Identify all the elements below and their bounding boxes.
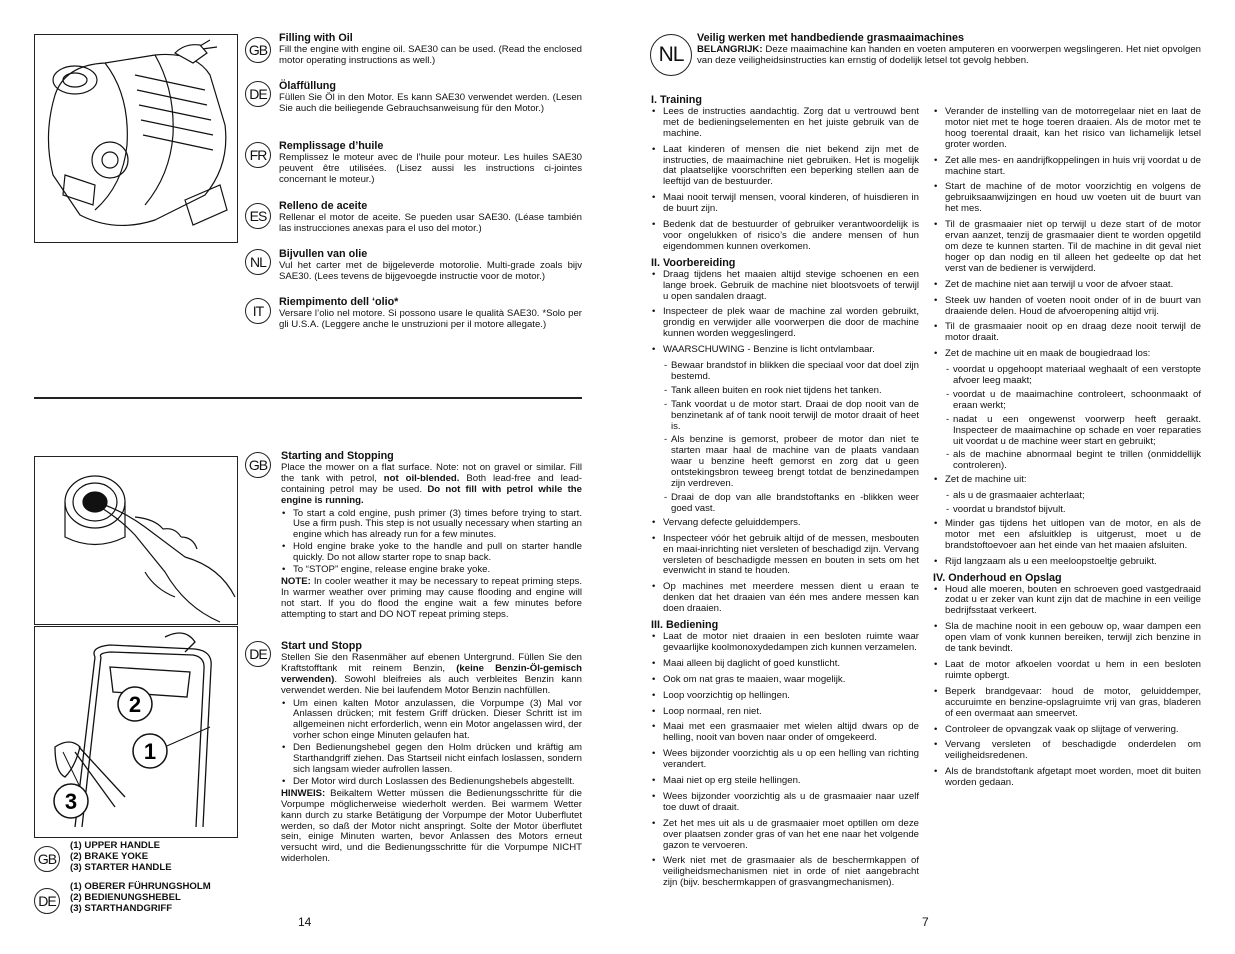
safety-column-left xyxy=(651,91,919,894)
section-title: Riempimento dell ‘olio* xyxy=(279,296,399,308)
sub-list-item: - Bewaar brandstof in blikken die speciaal voor dat doel zijn bestemd. xyxy=(651,361,919,383)
sub-list-item: - voordat u de maaimachine controleert, schoonmaakt of eraan werkt; xyxy=(933,390,1201,412)
warning-label: BELANGRIJK: xyxy=(697,43,763,55)
list-item: • Zet de machine uit: xyxy=(933,475,1201,486)
sub-list-item: - voordat u brandstof bijvult. xyxy=(933,505,1201,516)
page-number-left: 14 xyxy=(298,915,312,929)
list-item: • Maai alleen bij daglicht of goed kunstlicht. xyxy=(651,659,919,670)
list-item: • Vervang versleten of beschadigde onderdelen om veiligheidsredenen. xyxy=(933,740,1201,762)
instruction-list xyxy=(281,699,582,788)
rule-list xyxy=(933,585,1201,790)
list-item: • Den Bedienungshebel gegen den Holm drücken und kräftig am Starthandgriff ziehen. Das Startseil nicht einfach loslassen, sondern sich langsam wieder aufrollen lassen. xyxy=(281,743,582,776)
section-text: Fill the engine with engine oil. SAE30 can be used. (Read the enclosed motor operating instructions as well.) xyxy=(279,43,582,66)
list-item: • Loop normaal, ren niet. xyxy=(651,707,919,718)
list-item: • Til de grasmaaier niet op terwijl u deze start of de motor ervan aanzet, tenzij de grasmaaier dient te worden opgetild om deze te kunnen starten. Til de machine in dit geval niet hoger op dan nodig en til alleen het gedeelte op dat het verst van de bediener is verwijderd. xyxy=(933,220,1201,275)
oil-section-gb xyxy=(279,33,582,69)
section-title: Starting and Stopping xyxy=(281,450,394,462)
sub-list-item: - als u de grasmaaier achterlaat; xyxy=(933,491,1201,502)
lang-badge-de: DE xyxy=(245,81,271,107)
section-text: Remplissez le moteur avec de l’huile pour moteur. Les huiles SAE30 peuvent être utilisées. (Lisez aussi les instructions ci-jointes concernant le moteur.) xyxy=(279,151,582,185)
list-item: • Maai niet op erg steile hellingen. xyxy=(651,776,919,787)
sub-list-item: - nadat u een ongewenst voorwerp heeft geraakt. Inspecteer de maaimachine op schade en voer reparaties uit voordat u de machine weer start en gebruikt; xyxy=(933,415,1201,448)
legend-item: (3) STARTHANDGRIFF xyxy=(70,902,173,914)
start-section-de xyxy=(281,641,582,867)
list-item: • Um einen kalten Motor anzulassen, die Vorpumpe (3) Mal vor Anlassen drücken; mit festem Griff drücken. Dieser Schritt ist im allgemeinen nicht erforderlich, wenn ein Motor angelassen wird, der vorher schon einge Minuten gelaufen hat. xyxy=(281,699,582,743)
section-title: Ölaffüllung xyxy=(279,80,336,92)
section-title: Filling with Oil xyxy=(279,32,353,44)
list-item: • To “STOP” engine, release engine brake yoke. xyxy=(281,565,582,576)
sub-list-item: - voordat u opgehoopt materiaal weghaalt of een verstopte afvoer leeg maakt; xyxy=(933,365,1201,387)
list-item: • Werk niet met de grasmaaier als de beschermkappen of veiligheidsmechanismen niet in orde of niet aangebracht zijn (bijv. beschermkappen of grasvangmechanismen). xyxy=(651,856,919,889)
warning-text: Deze maaimachine kan handen en voeten amputeren en voorwerpen wegslingeren. Het niet opvolgen van deze veiligheidsinstructies kan ernstig of dodelijk letsel tot gevolg hebben. xyxy=(697,43,1201,66)
engine-oil-figure xyxy=(34,34,238,243)
section-divider xyxy=(34,397,582,399)
intro-bold: not oil-blended. xyxy=(376,472,460,484)
oil-section-nl xyxy=(279,249,582,285)
sub-list-item: - Draai de dop van alle brandstoftanks en -blikken weer goed vast. xyxy=(651,493,919,515)
callout-3-label: 3 xyxy=(64,789,78,814)
section-title: Remplissage d’huile xyxy=(279,140,384,152)
list-item: • Der Motor wird durch Loslassen des Bedienungshebels abgestellt. xyxy=(281,777,582,788)
callout-2-label: 2 xyxy=(128,692,142,717)
list-item: • Zet de machine uit en maak de bougiedraad los: xyxy=(933,349,1201,360)
section-heading: II. Voorbereiding xyxy=(651,256,736,269)
lang-badge-nl: NL xyxy=(245,249,271,275)
list-item: • Laat de motor niet draaien in een besloten ruimte waar gevaarlijke koolmonoxydedampen zich kunnen verzamelen. xyxy=(651,632,919,654)
lang-badge-gb: GB xyxy=(245,37,271,63)
list-item: • Ook om nat gras te maaien, waar mogelijk. xyxy=(651,675,919,686)
legend-item: (1) OBERER FÜHRUNGSHOLM xyxy=(70,881,211,892)
section-title: Start und Stopp xyxy=(281,640,362,652)
list-item: • Zet het mes uit als u de grasmaaier moet optillen om deze over plaatsen zonder gras of van het ene naar het volgende gazon te vervoeren. xyxy=(651,819,919,852)
sub-list-item: - Tank voordat u de motor start. Draai de dop nooit van de benzinetank af of tank nooit terwijl de motor draait of heet is. xyxy=(651,400,919,433)
lang-badge-de: DE xyxy=(245,641,271,667)
oil-section-it xyxy=(279,297,582,333)
section-intro xyxy=(281,653,582,697)
list-item: • To start a cold engine, push primer (3) times before trying to start. Use a firm push. This step is not usually necessary when starting an engine which has already run for a few minutes. xyxy=(281,509,582,542)
list-item: • Hold engine brake yoke to the handle and pull on starter handle quickly. Do not allow starter rope to snap back. xyxy=(281,542,582,564)
list-item: • Inspecteer vóór het gebruik altijd of de messen, mesbouten en maai-inrichting niet versleten of beschadigd zijn. Vervang versleten of beschadigde messen en bouten in sets om het evenwicht in stand te houden. xyxy=(651,534,919,578)
section-heading: III. Bediening xyxy=(651,619,719,632)
intro-text: . Sowohl bleifreies als auch verbleites Benzin kann verwendet werden. Nie bei laufendem Motor Benzin nachfüllen. xyxy=(281,673,582,696)
section-heading: IV. Onderhoud en Opslag xyxy=(933,571,1062,584)
start-section-gb xyxy=(281,451,582,623)
section-text: Vul het carter met de bijgeleverde motorolie. Multi-grade zoals bijv SAE30. (Lees tevens de bijgevoegde instructie voor de motor.) xyxy=(279,259,582,282)
section-heading: I. Training xyxy=(651,94,702,106)
callout-2 xyxy=(118,687,152,721)
list-item: • WAARSCHUWING - Benzine is licht ontvlambaar. xyxy=(651,345,919,356)
list-item: • Minder gas tijdens het uitlopen van de motor, en als de motor met een afsluitklep is uitgerust, moet u de brandstoftoevoer aan het einde van het maaien afsluiten. xyxy=(933,519,1201,552)
figure-legend-gb xyxy=(70,841,172,874)
section-title: Relleno de aceite xyxy=(279,200,368,212)
oil-section-de xyxy=(279,81,582,117)
list-item: • Loop voorzichtig op hellingen. xyxy=(651,691,919,702)
intro-bold: (keine Benzin-Öl-gemisch verwenden) xyxy=(281,662,582,685)
list-item: • Als de brandstoftank afgetapt moet worden, moet dit buiten worden gedaan. xyxy=(933,767,1201,789)
sub-list-item: - Tank alleen buiten en rook niet tijdens het tanken. xyxy=(651,386,919,397)
note xyxy=(281,789,582,865)
legend-item: (3) STARTER HANDLE xyxy=(70,861,172,873)
list-item: • Zet alle mes- en aandrijfkoppelingen in huis vrij voordat u de machine start. xyxy=(933,156,1201,178)
lang-badge-gb: GB xyxy=(34,846,60,872)
lang-badge-nl: NL xyxy=(650,34,692,76)
page-number-right: 7 xyxy=(922,915,929,929)
callout-1 xyxy=(133,727,210,768)
list-item: • Inspecteer de plek waar de machine zal worden gebruikt, grondig en verwijder alle voorwerpen die door de machine kunnen worden weggeslingerd. xyxy=(651,307,919,340)
legend-item: (2) BEDIENUNGSHEBEL xyxy=(70,891,181,903)
list-item: • Lees de instructies aandachtig. Zorg dat u vertrouwd bent met de bedieningselementen en het juiste gebruik van de machine. xyxy=(651,107,919,140)
note xyxy=(281,577,582,621)
oil-section-es xyxy=(279,201,582,237)
list-item: • Houd alle moeren, bouten en schroeven goed vastgedraaid zodat u er zeker van kunt zijn dat de machine in een veilige bedrijfsstaat verkeert. xyxy=(933,585,1201,618)
list-item: • Steek uw handen of voeten nooit onder of in de buurt van draaiende delen. Houd de afvoeropening altijd vrij. xyxy=(933,296,1201,318)
lang-badge-de: DE xyxy=(34,888,60,914)
list-item: • Op machines met meerdere messen dient u eraan te denken dat het draaien van één mes andere messen kan doen draaien. xyxy=(651,582,919,615)
lang-badge-it: IT xyxy=(245,298,271,324)
list-item: • Vervang defecte geluiddempers. xyxy=(651,518,919,529)
safety-column-right xyxy=(933,107,1201,794)
list-item: • Draag tijdens het maaien altijd stevige schoenen en een lange broek. Gebruik de machine niet blootsvoets of terwijl u open sandalen draagt. xyxy=(651,270,919,303)
primer-figure xyxy=(34,456,238,625)
section-text: Versare l’olio nel motore. Si possono usare le qualità SAE30. *Solo per gli U.S.A. (Leggere anche le unstruzioni per il motore allegate.) xyxy=(279,307,582,330)
list-item: • Laat de motor afkoelen voordat u hem in een besloten ruimte opbergt. xyxy=(933,660,1201,682)
list-item: • Bedenk dat de bestuurder of gebruiker verantwoordelijk is voor ongelukken of risico’s die andere mensen of hun eigendommen kunnen overkomen. xyxy=(651,220,919,253)
sub-list-item: - Als benzine is gemorst, probeer de motor dan niet te starten maar haal de machine van de plaats vandaan waar u benzine heeft gemorst en zorg dat u geen ontstekingsbron teweeg brengt totdat de benzinedampen zijn verdreven. xyxy=(651,435,919,490)
list-item: • Beperk brandgevaar: houd de motor, geluiddemper, accuruimte en benzine-opslagruimte vrij van gras, bladeren of een overmaat aan smeervet. xyxy=(933,687,1201,720)
warning xyxy=(697,45,1201,67)
list-item: • Verander de instelling van de motorregelaar niet en laat de motor niet met te hoge toeren draaien. Als de motor met te hoog toerental draait, kan het risico van lichamelijk letsel groter worden. xyxy=(933,107,1201,151)
note-text: Beikaltem Wetter müssen die Bedienungsschritte für die Vorpumpe möglicherweise wiederholt werden. Bei warmem Wetter kann durch zu starke Betätigung der Vorpumpe der Motor Uuberflutet werden, so daß der Motor nicht anspringt. Solte der Motor überflutet sein, einige Minuten warten, bevor Anlassen des Motors erneut versucht wird, und die Bedienungsschritte für die Vorpumpe NICHT widerholen. xyxy=(281,787,582,865)
engine-illustration xyxy=(35,35,237,242)
list-item: • Zet de machine niet aan terwijl u voor de afvoer staat. xyxy=(933,280,1201,291)
note-label: HINWEIS: xyxy=(281,787,326,799)
list-item: • Controleer de opvangzak vaak op slijtage of verwering. xyxy=(933,725,1201,736)
section-text: Rellenar el motor de aceite. Se pueden usar SAE30. (Léase también las instrucciones anexas para el uso del motor.) xyxy=(279,211,582,234)
handle-illustration xyxy=(35,627,237,837)
lang-badge-fr: FR xyxy=(245,142,271,168)
list-item: • Maai met een grasmaaier met wielen altijd dwars op de helling, nooit van boven naar onder of omgekeerd. xyxy=(651,722,919,744)
rule-list xyxy=(651,632,919,889)
rule-list xyxy=(933,107,1201,568)
list-item: • Rijd langzaam als u een meeloopstoeltje gebruikt. xyxy=(933,557,1201,568)
rule-list xyxy=(651,107,919,253)
section-title: Bijvullen van olie xyxy=(279,248,368,260)
intro-text: Place the mower on a flat surface. Note: not on gravel or similar. Fill the tank with petrol, xyxy=(281,461,582,484)
safety-intro xyxy=(697,33,1201,69)
list-item: • Laat kinderen of mensen die niet bekend zijn met de instructies, de maaimachine niet gebruiken. Het is mogelijk dat plaatselijke voorschriften een beperking stellen aan de leeftijd van de bestuurder. xyxy=(651,145,919,189)
list-item: • Til de grasmaaier nooit op en draag deze nooit terwijl de motor draait. xyxy=(933,322,1201,344)
lang-badge-es: ES xyxy=(245,203,271,229)
note-text: In cooler weather it may be necessary to repeat priming steps. In warmer weather over priming may cause flooding and engine will not start. If you do flood the engine wait a few minutes before attempting to start and DO NOT repeat priming steps. xyxy=(281,575,582,620)
primer-illustration xyxy=(35,457,237,624)
section-intro xyxy=(281,463,582,507)
rule-list xyxy=(651,270,919,615)
intro-text: Stellen Sie den Rasenmäher auf ebenen Untergrund. Füllen Sie den Kraftstofftank mit reinem Benzin, xyxy=(281,651,582,674)
note-label: NOTE: xyxy=(281,575,311,587)
legend-item: (1) UPPER HANDLE xyxy=(70,840,161,851)
section-text: Füllen Sie Öl in den Motor. Es kann SAE30 verwendet werden. (Lesen Sie auch die beiliegende Gebrauchsanweisung für den Motor.) xyxy=(279,91,582,114)
callout-1-label: 1 xyxy=(143,739,157,764)
intro-bold: Do not fill with petrol while the engine is running. xyxy=(281,483,583,506)
list-item: • Wees bijzonder voorzichtig als u op een helling van richting verandert. xyxy=(651,749,919,771)
sub-list-item: - als de machine abnormaal begint te trillen (onmiddellijk controleren). xyxy=(933,450,1201,472)
oil-section-fr xyxy=(279,141,582,188)
handle-figure xyxy=(34,626,238,838)
list-item: • Sla de machine nooit in een gebouw op, waar dampen een open vlam of vonk kunnen bereiken, terwijl zich benzine in de tank bevindt. xyxy=(933,622,1201,655)
intro-text: Both lead-free and lead-containing petrol may be used. xyxy=(281,472,582,495)
lang-badge-gb: GB xyxy=(245,452,271,478)
page-title: Veilig werken met handbediende grasmaaimachines xyxy=(697,32,965,44)
figure-legend-de xyxy=(70,882,211,915)
list-item: • Wees bijzonder voorzichtig als u de grasmaaier naar uzelf toe duwt of draait. xyxy=(651,792,919,814)
list-item: • Start de machine of de motor voorzichtig en volgens de gebruiksaanwijzingen en houd uw voeten uit de buurt van het mes. xyxy=(933,182,1201,215)
legend-item: (2) BRAKE YOKE xyxy=(70,850,149,862)
list-item: • Maai nooit terwijl mensen, vooral kinderen, of huisdieren in de buurt zijn. xyxy=(651,193,919,215)
instruction-list xyxy=(281,509,582,576)
